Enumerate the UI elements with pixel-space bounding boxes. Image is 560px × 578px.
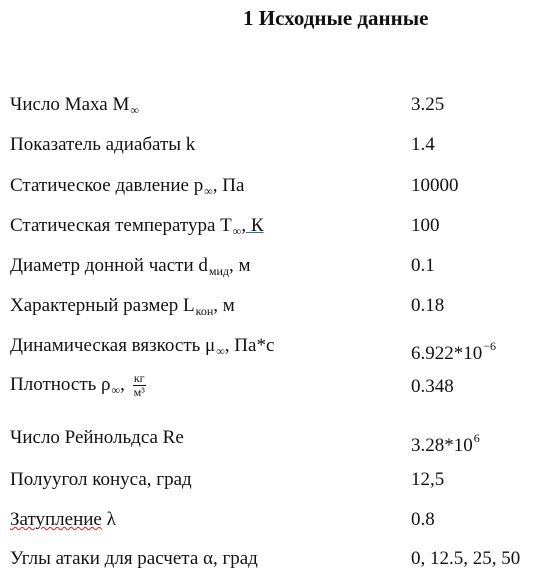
param-row-reynolds xyxy=(0,425,560,455)
param-value: 10000 xyxy=(411,175,459,196)
param-label: Число Маха $M_\infty$ xyxy=(10,94,139,117)
section-title: 1 Исходные данные xyxy=(243,6,429,30)
param-value: 0.1 xyxy=(411,255,435,276)
unit-fraction: $\frac{кг}{\text{м³}}$ xyxy=(133,371,145,400)
param-row-bluntness xyxy=(0,507,560,537)
param-row-diameter xyxy=(0,253,560,283)
param-label: Характерный размер $L_{кон}$, м xyxy=(10,295,235,318)
param-row-density xyxy=(0,371,560,410)
param-label: Показатель адиабаты k xyxy=(10,134,196,155)
param-value: 12,5 xyxy=(411,469,445,490)
param-value: 0, 12.5, 25, 50 xyxy=(411,548,521,569)
param-row-cone-half-angle xyxy=(0,467,560,497)
param-row-pressure xyxy=(0,173,560,203)
param-label: Статическое давление $p_\infty$, Па xyxy=(10,175,245,198)
param-row-viscosity xyxy=(0,333,560,363)
param-row-mach xyxy=(0,92,560,122)
param-label: Статическая температура $T_\infty$, К xyxy=(10,215,264,238)
param-label: Углы атаки для расчета α, град xyxy=(10,548,258,569)
param-value: 3.25 xyxy=(411,94,445,115)
param-value: 0.8 xyxy=(411,509,435,530)
param-label: Диаметр донной части $d_{мид}$, м xyxy=(10,255,251,278)
param-label: Число Рейнольдса Re xyxy=(10,427,184,448)
param-row-attack-angles xyxy=(0,546,560,576)
param-row-temperature xyxy=(0,213,560,243)
param-value: 1.4 xyxy=(411,134,435,155)
param-value: $3.28*10^6$ xyxy=(411,431,480,456)
param-value: 100 xyxy=(411,215,440,236)
param-value: 0.18 xyxy=(411,295,445,316)
param-label: Затупление λ xyxy=(10,509,116,530)
param-row-length xyxy=(0,293,560,323)
param-row-adiabatic xyxy=(0,132,560,162)
param-value: 0.348 xyxy=(411,376,454,397)
param-label: Плотность $\rho_\infty$, $\frac{кг}{\text{м³}}$ xyxy=(10,371,145,400)
param-value: $6.922*10^{-6}$ xyxy=(411,339,497,364)
param-label: Динамическая вязкость $\mu_\infty$, Па*с xyxy=(10,335,275,358)
param-label: Полуугол конуса, град xyxy=(10,469,192,490)
